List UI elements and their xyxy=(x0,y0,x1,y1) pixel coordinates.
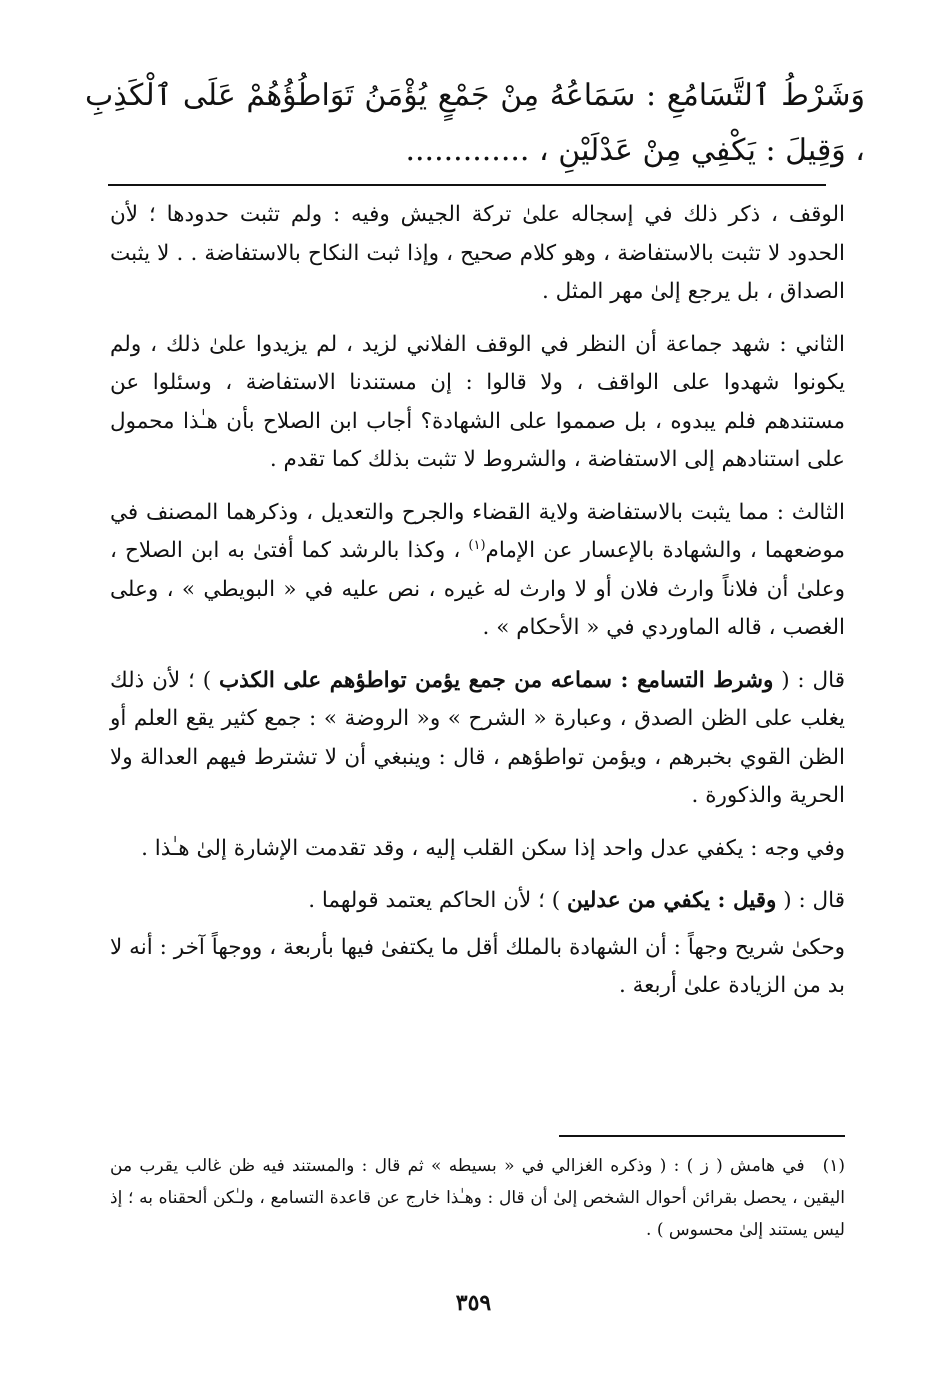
footnote-ref[interactable]: (١) xyxy=(468,537,486,553)
p3-part-a: الثالث : مما يثبت بالاستفاضة ولاية القضاء والجرح والتعديل ، وذكرهما المصنف في موضعهما ، والشهادة بالإعسار عن الإمام xyxy=(110,499,845,563)
page-number: ٣٥٩ xyxy=(455,1290,492,1316)
p4-part-a: قال : ( xyxy=(773,667,845,693)
matn-dots: ............. xyxy=(405,133,530,168)
commentary-paragraph-7: وحكىٰ شريح وجهاً : أن الشهادة بالملك أقل ما يكتفىٰ فيها بأربعة ، ووجهاً آخر : أنه لا بد من الزيادة علىٰ أربعة . xyxy=(110,934,845,998)
footnote-number: (١) xyxy=(822,1156,845,1176)
matn-body: وَشَرْطُ ٱلتَّسَامُعِ : سَمَاعُهُ مِنْ جَمْعٍ يُؤْمَنُ تَوَاطُؤُهُمْ عَلَى ٱلْكَذِبِ ، وَقِيلَ : يَكْفِي مِنْ عَدْلَيْنِ ، xyxy=(85,78,865,168)
p4-quoted-matn: وشرط التسامع : سماعه من جمع يؤمن تواطؤهم على الكذب xyxy=(218,667,774,693)
matn-text xyxy=(85,68,865,178)
p3-part-b: ، وكذا بالرشد كما أفتىٰ به ابن الصلاح ، وعلىٰ أن فلاناً وارث فلان أو لا وارث له غيره ، نص عليه في « البويطي » ، وعلى الغصب ، قاله الماوردي في « الأحكام » . xyxy=(110,538,845,640)
commentary-text xyxy=(110,196,845,1014)
commentary-paragraph-5: وفي وجه : يكفي عدل واحد إذا سكن القلب إليه ، وقد تقدمت الإشارة إلىٰ هـٰذا . xyxy=(141,835,845,861)
commentary-paragraph-4 xyxy=(110,662,845,816)
footnote-text: في هامش ( ز ) : ( وذكره الغزالي في « بسيطه » ثم قال : والمستند فيه ظن غالب يقرب من اليقين ، يحصل بقرائن أحوال الشخص إلىٰ أن قال : وهـٰذا خارج عن قاعدة التسامع ، ولـٰكن ألحقناه به ؛ إذ ليس يستند إلىٰ محسوس ) . xyxy=(110,1156,845,1240)
commentary-paragraph-3 xyxy=(110,494,845,648)
commentary-paragraph-2: الثاني : شهد جماعة أن النظر في الوقف الفلاني لزيد ، لم يزيدوا علىٰ ذلك ، ولم يكونوا شهدوا على الواقف ، ولا قالوا : إن مستندنا الاستفاضة ، وسئلوا عن مستندهم فلم يبدوه ، بل صمموا على الشهادة؟ أجاب ابن الصلاح بأن هـٰذا محمول على استنادهم إلى الاستفاضة ، والشروط لا تثبت بذلك كما تقدم . xyxy=(110,331,845,472)
p6-quoted-matn: وقيل : يكفي من عدلين xyxy=(567,888,777,913)
footnote-separator-rule xyxy=(559,1135,845,1137)
p6-part-b: ) ؛ لأن الحاكم يعتمد قولهما . xyxy=(308,888,568,913)
p6-part-a: قال : ( xyxy=(776,888,845,913)
commentary-paragraph-6 xyxy=(110,882,845,921)
commentary-paragraph-1: الوقف ، ذكر ذلك في إسجاله علىٰ تركة الجيش وفيه : ولم تثبت حدودها ؛ لأن الحدود لا تثبت بالاستفاضة ، وهو كلام صحيح ، وإذا ثبت النكاح بالاستفاضة . . لا يثبت الصداق ، بل يرجع إلىٰ مهر المثل . xyxy=(110,202,845,304)
p4-part-b: ) ؛ لأن ذلك يغلب على الظن الصدق ، وعبارة « الشرح » و« الروضة » : جمع كثير يقع العلم أو الظن القوي بخبرهم ، ويؤمن تواطؤهم ، قال : وينبغي أن لا تشترط فيهم العدالة ولا الحرية والذكورة . xyxy=(110,667,845,808)
footnote xyxy=(110,1150,845,1246)
matn-separator-rule xyxy=(108,184,826,186)
